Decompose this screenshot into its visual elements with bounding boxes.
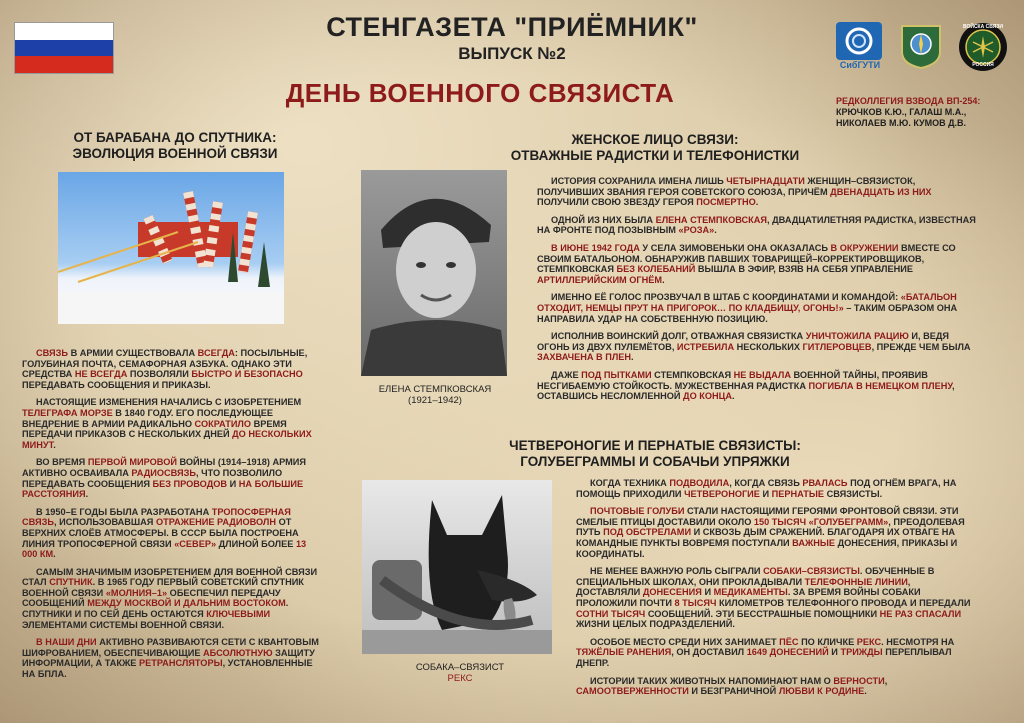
left-heading: ОТ БАРАБАНА ДО СПУТНИКА: ЭВОЛЮЦИЯ ВОЕННОЙ СВЯЗИ xyxy=(72,130,278,161)
dog-photo xyxy=(362,480,552,654)
russian-flag xyxy=(14,22,114,74)
newspaper-title: СТЕНГАЗЕТА "ПРИЁМНИК" xyxy=(326,12,698,42)
woman-article: ИСТОРИЯ СОХРАНИЛА ИМЕНА ЛИШЬ ЧЕТЫРНАДЦАТИ ЖЕНЩИН–СВЯЗИСТОК, ПОЛУЧИВШИХ ЗВАНИЯ ГЕРОЯ СОВЕТСКОГО СОЮЗА, ПРИЧЁМ ДВЕНАДЦАТЬ ИЗ НИХ ПОЛУЧИЛИ СВОЮ ЗВЕЗДУ ГЕРОЯ ПОСМЕРТНО. ОДНОЙ ИЗ НИХ БЫЛА ЕЛЕНА СТЕМПКОВСКАЯ, ДВАДЦАТИЛЕТНЯЯ РАДИСТКА, ИЗВЕСТНАЯ НА ФРОНТЕ ПОД ПОЗЫВНЫМ «РОЗА». В ИЮНЕ 1942 ГОДА У СЕЛА ЗИМОВЕНЬКИ ОНА ОКАЗАЛАСЬ В ОКРУЖЕНИИ ВМЕСТЕ СО СВОИМ БАТАЛЬОНОМ. ОБНАРУЖИВ ПАВШИХ ТОВАРИЩЕЙ–КОРРЕКТИРОВЩИКОВ, СТЕМПКОВСКАЯ БЕЗ КОЛЕБАНИЙ ВЫШЛА В ЭФИР, ВЗЯВ НА СЕБЯ УПРАВЛЕНИЕ АРТИЛЛЕРИЙСКИМ ОГНЁМ. ИМЕННО ЕЁ ГОЛОС ПРОЗВУЧАЛ В ШТАБ С КООРДИНАТАМИ И КОМАНДОЙ: «БАТАЛЬОН ОТХОДИТ, НЕМЦЫ ПРУТ НА ПРИГОРОК… ПО КЛАДБИЩУ, ОГОНЬ!» – ТАКИМ ОБРАЗОМ ОНА НАПРАВИЛА УДАР НА СОБСТВЕННУЮ ПОЗИЦИЮ. ИСПОЛНИВ ВОИНСКИЙ ДОЛГ, ОТВАЖНАЯ СВЯЗИСТКА УНИЧТОЖИЛА РАЦИЮ И, ВЕДЯ ОГОНЬ ИЗ ДВУХ ПУЛЕМЁТОВ, ИСТРЕБИЛА НЕСКОЛЬКИХ ГИТЛЕРОВЦЕВ, ПРЕЖДЕ ЧЕМ БЫЛА ЗАХВАЧЕНА В ПЛЕН. ДАЖЕ ПОД ПЫТКАМИ СТЕМПКОВСКАЯ НЕ ВЫДАЛА ВОЕННОЙ ТАЙНЫ, ПРОЯВИВ НЕСГИБАЕМУЮ СТОЙКОСТЬ. МУЖЕСТВЕННАЯ РАДИСТКА ПОГИБЛА В НЕМЕЦКОМ ПЛЕНУ, ОСТАВШИСЬ НЕСЛОМЛЕННОЙ ДО КОНЦА. xyxy=(537,176,976,402)
antenna-photo xyxy=(58,172,284,324)
woman-heading: ЖЕНСКОЕ ЛИЦО СВЯЗИ: ОТВАЖНЫЕ РАДИСТКИ И ТЕЛЕФОНИСТКИ xyxy=(510,132,800,163)
sibguti-logo: СибГУТИ xyxy=(836,22,884,70)
animals-heading: ЧЕТВЕРОНОГИЕ И ПЕРНАТЫЕ СВЯЗИСТЫ: ГОЛУБЕГРАММЫ И СОБАЧЬИ УПРЯЖКИ xyxy=(509,438,801,469)
issue-number: ВЫПУСК №2 xyxy=(458,44,566,63)
headline: ДЕНЬ ВОЕННОГО СВЯЗИСТА xyxy=(285,78,675,108)
woman-caption: ЕЛЕНА СТЕМПКОВСКАЯ (1921–1942) xyxy=(378,384,492,406)
dog-caption: СОБАКА–СВЯЗИСТ РЕКС xyxy=(415,662,505,684)
left-article: СВЯЗЬ В АРМИИ СУЩЕСТВОВАЛА ВСЕГДА: ПОСЫЛЬНЫЕ, ГОЛУБИНАЯ ПОЧТА, СЕМАФОРНАЯ АЗБУКА. ОДНАКО ЭТИ СРЕДСТВА НЕ ВСЕГДА ПОЗВОЛЯЛИ БЫСТРО И БЕЗОПАСНО ПЕРЕДАВАТЬ СООБЩЕНИЯ И ПРИКАЗЫ. НАСТОЯЩИЕ ИЗМЕНЕНИЯ НАЧАЛИСЬ С ИЗОБРЕТЕНИЕМ ТЕЛЕГРАФА МОРЗЕ В 1840 ГОДУ. ЕГО ПОСЛЕДУЮЩЕЕ ВНЕДРЕНИЕ В АРМИИ РАДИКАЛЬНО СОКРАТИЛО ВРЕМЯ ПЕРЕДАЧИ ПРИКАЗОВ С НЕСКОЛЬКИХ ДНЕЙ ДО НЕСКОЛЬКИХ МИНУТ. ВО ВРЕМЯ ПЕРВОЙ МИРОВОЙ ВОЙНЫ (1914–1918) АРМИЯ АКТИВНО ОСВАИВАЛА РАДИОСВЯЗЬ, ЧТО ПОЗВОЛИЛО ПЕРЕДАВАТЬ СООБЩЕНИЯ БЕЗ ПРОВОДОВ И НА БОЛЬШИЕ РАССТОЯНИЯ. В 1950–Е ГОДЫ БЫЛА РАЗРАБОТАНА ТРОПОСФЕРНАЯ СВЯЗЬ, ИСПОЛЬЗОВАВШАЯ ОТРАЖЕНИЕ РАДИОВОЛН ОТ ВЕРХНИХ СЛОЁВ АТМОСФЕРЫ. В СССР БЫЛА ПОСТРОЕНА ЛИНИЯ ТРОПОСФЕРНОЙ СВЯЗИ «СЕВЕР» ДЛИНОЙ БОЛЕЕ 13 000 КМ. САМЫМ ЗНАЧИМЫМ ИЗОБРЕТЕНИЕМ ДЛЯ ВОЕННОЙ СВЯЗИ СТАЛ СПУТНИК. В 1965 ГОДУ ПЕРВЫЙ СОВЕТСКИЙ СПУТНИК ВОЕННОЙ СВЯЗИ «МОЛНИЯ–1» ОБЕСПЕЧИЛ ПЕРЕДАЧУ СООБЩЕНИЙ МЕЖДУ МОСКВОЙ И ДАЛЬНИМ ВОСТОКОМ. СПУТНИКИ И ПО СЕЙ ДЕНЬ ОСТАЮТСЯ КЛЮЧЕВЫМИ ЭЛЕМЕНТАМИ СИСТЕМЫ ВОЕННОЙ СВЯЗИ. В НАШИ ДНИ АКТИВНО РАЗВИВАЮТСЯ СЕТИ С КВАНТОВЫМ ШИФРОВАНИЕМ, ОБЕСПЕЧИВАЮЩИЕ АБСОЛЮТНУЮ ЗАЩИТУ ИНФОРМАЦИИ, А ТАКЖЕ РЕТРАНСЛЯТОРЫ, УСТАНОВЛЕННЫЕ НА БПЛА. xyxy=(22,348,319,680)
signal-troops-logo: ВОЙСКА СВЯЗИ РОССИЯ xyxy=(958,22,1008,70)
emblem-logo xyxy=(898,22,944,70)
animals-article: КОГДА ТЕХНИКА ПОДВОДИЛА, КОГДА СВЯЗЬ РВАЛАСЬ ПОД ОГНЁМ ВРАГА, НА ПОМОЩЬ ПРИХОДИЛИ ЧЕТВЕРОНОГИЕ И ПЕРНАТЫЕ СВЯЗИСТЫ. ПОЧТОВЫЕ ГОЛУБИ СТАЛИ НАСТОЯЩИМИ ГЕРОЯМИ ФРОНТОВОЙ СВЯЗИ. ЭТИ СМЕЛЫЕ ПТИЦЫ ДОСТАВИЛИ ОКОЛО 150 ТЫСЯЧ «ГОЛУБЕГРАММ», ПРЕОДОЛЕВАЯ ПУТЬ ПОД ОБСТРЕЛАМИ И СКВОЗЬ ДЫМ СРАЖЕНИЙ. БЛАГОДАРЯ ИХ ОТВАГЕ НА КОМАНДНЫЕ ПУНКТЫ ВОВРЕМЯ ПОСТУПАЛИ ВАЖНЫЕ ДОНЕСЕНИЯ, ПРИКАЗЫ И КООРДИНАТЫ. НЕ МЕНЕЕ ВАЖНУЮ РОЛЬ СЫГРАЛИ СОБАКИ–СВЯЗИСТЫ. ОБУЧЕННЫЕ В СПЕЦИАЛЬНЫХ ШКОЛАХ, ОНИ ПРОКЛАДЫВАЛИ ТЕЛЕФОННЫЕ ЛИНИИ, ДОСТАВЛЯЛИ ДОНЕСЕНИЯ И МЕДИКАМЕНТЫ. ЗА ВРЕМЯ ВОЙНЫ СОБАКИ ПРОЛОЖИЛИ ПОЧТИ 8 ТЫСЯЧ КИЛОМЕТРОВ ТЕЛЕФОННОГО ПРОВОДА И ПЕРЕДАЛИ СОТНИ ТЫСЯЧ СООБЩЕНИЙ. ЭТИ БЕССТРАШНЫЕ ПОМОЩНИКИ НЕ РАЗ СПАСАЛИ ЖИЗНИ ЦЕЛЫХ ПОДРАЗДЕЛЕНИЙ. ОСОБОЕ МЕСТО СРЕДИ НИХ ЗАНИМАЕТ ПЁС ПО КЛИЧКЕ РЕКС. НЕСМОТРЯ НА ТЯЖЁЛЫЕ РАНЕНИЯ, ОН ДОСТАВИЛ 1649 ДОНЕСЕНИЙ И ТРИЖДЫ ПЕРЕПЛЫВАЛ ДНЕПР. ИСТОРИИ ТАКИХ ЖИВОТНЫХ НАПОМИНАЮТ НАМ О ВЕРНОСТИ, САМООТВЕРЖЕННОСТИ И БЕЗГРАНИЧНОЙ ЛЮБВИ К РОДИНЕ. xyxy=(576,478,971,697)
stempkovskaya-photo xyxy=(361,170,507,376)
editorial-board: РЕДКОЛЛЕГИЯ ВЗВОДА ВП-254: КРЮЧКОВ К.Ю., ГАЛАШ М.А., НИКОЛАЕВ М.Ю. КУМОВ Д.В. xyxy=(836,96,981,128)
